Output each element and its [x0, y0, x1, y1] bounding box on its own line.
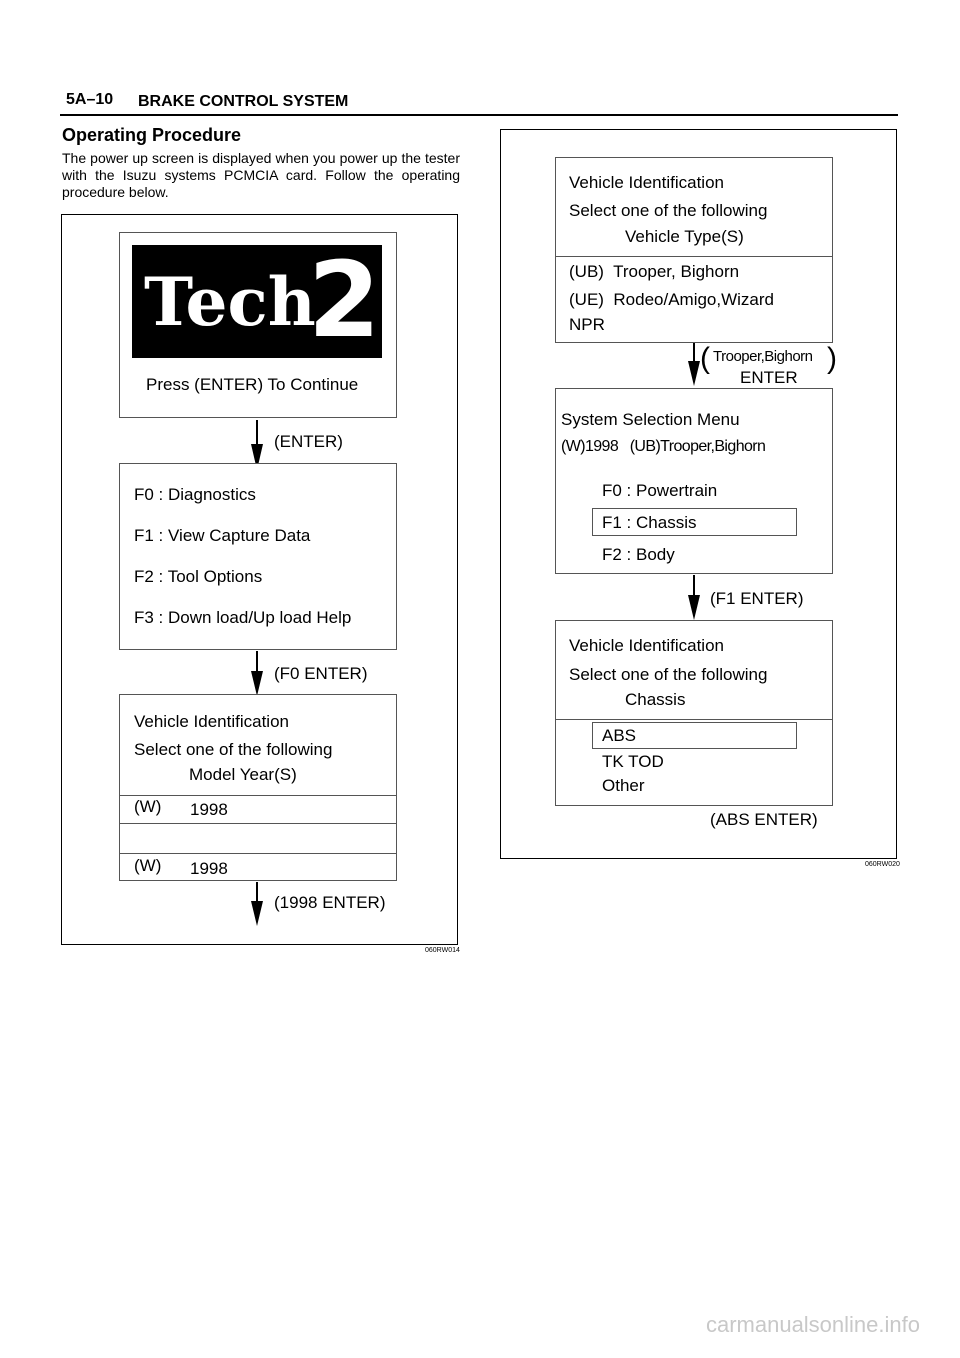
divider	[556, 256, 832, 257]
intro-paragraph: The power up screen is displayed when you power up the tester with the Isuzu systems PCMCIA card. Follow the operating procedure below.	[62, 150, 460, 200]
arrow-down-icon	[251, 651, 263, 696]
open-paren: (	[700, 342, 710, 375]
figure-id: 060RW020	[865, 861, 900, 868]
screen-subheading: Vehicle Type(S)	[625, 227, 744, 246]
arrow-down-icon	[251, 882, 263, 926]
system-item-powertrain[interactable]: F0 : Powertrain	[602, 481, 718, 500]
model-year-value[interactable]: 1998	[190, 859, 228, 878]
menu-item-view-capture-data[interactable]: F1 : View Capture Data	[134, 526, 311, 545]
step-label: (F1 ENTER)	[710, 589, 804, 608]
screen-subtitle: (W)1998 (UB)Trooper,Bighorn	[561, 438, 766, 455]
divider	[120, 823, 396, 824]
screen-subheading: Model Year(S)	[189, 765, 297, 784]
screen-title: Vehicle Identification	[569, 636, 724, 655]
menu-item-diagnostics[interactable]: F0 : Diagnostics	[134, 485, 256, 504]
divider	[556, 719, 832, 720]
step-label: (ABS ENTER)	[710, 810, 818, 829]
tech2-logo	[132, 239, 382, 361]
screen-instruction: Select one of the following	[134, 740, 333, 759]
arrow-down-icon	[688, 575, 700, 620]
figure-id: 060RW014	[425, 947, 460, 954]
screen-instruction: Select one of the following	[569, 201, 768, 220]
tech2-logo-word: Tech	[144, 263, 316, 341]
step-label: (F0 ENTER)	[274, 664, 368, 683]
model-year-value[interactable]: 1998	[190, 800, 228, 819]
splash-prompt: Press (ENTER) To Continue	[146, 375, 359, 394]
step-label: (ENTER)	[274, 432, 343, 451]
step-label-line2: ENTER	[740, 368, 798, 387]
chassis-option-abs[interactable]: ABS	[602, 726, 637, 745]
screen-instruction: Select one of the following	[569, 665, 768, 684]
tech2-logo-number: 2	[308, 239, 381, 361]
screen-title: Vehicle Identification	[569, 173, 724, 192]
step-label: (1998 ENTER)	[274, 893, 386, 912]
screen-subheading: Chassis	[625, 690, 686, 709]
section-title: Operating Procedure	[62, 125, 242, 145]
arrow-down-icon	[688, 343, 700, 386]
close-paren: )	[827, 342, 837, 375]
watermark: carmanualsonline.info	[705, 1312, 920, 1337]
page-header-title: BRAKE CONTROL SYSTEM	[138, 93, 349, 110]
model-year-code[interactable]: (W)	[134, 856, 162, 875]
page-number: 5A–10	[66, 91, 114, 108]
screen-title: System Selection Menu	[561, 410, 740, 429]
menu-item-tool-options[interactable]: F2 : Tool Options	[134, 567, 263, 586]
vehicle-type-option[interactable]: (UE) Rodeo/Amigo,Wizard	[569, 290, 775, 309]
menu-item-download-upload-help[interactable]: F3 : Down load/Up load Help	[134, 608, 352, 627]
divider	[120, 795, 396, 796]
divider	[120, 853, 396, 854]
screen-title: Vehicle Identification	[134, 712, 289, 731]
system-item-body[interactable]: F2 : Body	[602, 545, 675, 564]
header-rule	[60, 114, 898, 116]
vehicle-type-option[interactable]: (UB) Trooper, Bighorn	[569, 262, 740, 281]
model-year-code[interactable]: (W)	[134, 797, 162, 816]
chassis-option-tk-tod[interactable]: TK TOD	[602, 752, 664, 771]
step-label-line1: Trooper,Bighorn	[713, 348, 813, 365]
system-item-chassis[interactable]: F1 : Chassis	[602, 513, 697, 532]
vehicle-type-option[interactable]: NPR	[569, 315, 605, 334]
chassis-option-other[interactable]: Other	[602, 776, 645, 795]
